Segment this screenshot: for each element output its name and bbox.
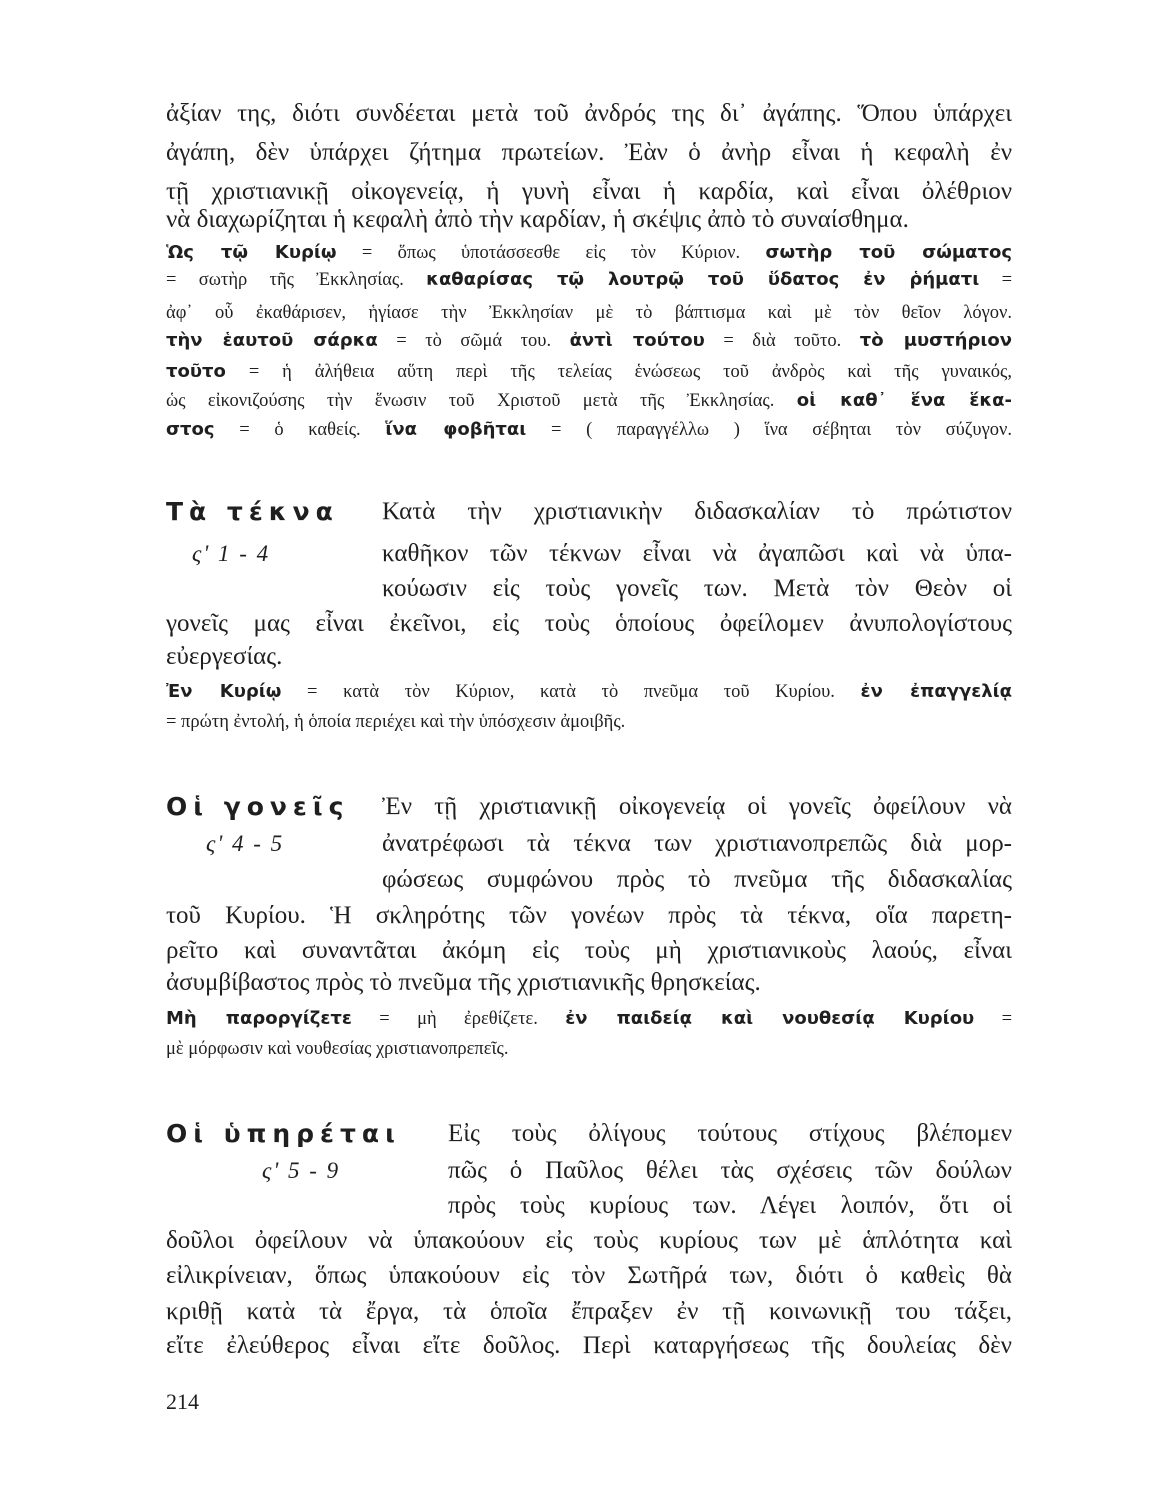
note-term: ἐν παιδείᾳ καὶ νουθεσίᾳ Κυρίου	[565, 1008, 975, 1029]
body-line: εἰλικρίνειαν, ὅπως ὑπακούουν εἰς τὸν Σωτῆρά των, διότι ὁ καθεὶς θὰ	[166, 1262, 1012, 1289]
note-term: ἐν ἐπαγγελίᾳ	[860, 681, 1013, 702]
intro-line: ἀγάπη, δὲν ὑπάρχει ζήτημα πρωτείων. Ἐὰν ὁ ἀνὴρ εἶναι ἡ κεφαλὴ ἐν	[166, 139, 1012, 166]
note-line	[166, 267, 1012, 293]
note-gloss: = σωτὴρ τῆς Ἐκκλησίας.	[166, 270, 404, 290]
body-line: εἴτε ἐλεύθερος εἶναι εἴτε δοῦλος. Περὶ καταργήσεως τῆς δουλείας δὲν	[166, 1332, 1012, 1359]
note-term: ἵνα φοβῆται	[385, 419, 527, 440]
body-line: Κατὰ τὴν χριστιανικὴν διδασκαλίαν τὸ πρώτιστον	[382, 498, 1012, 525]
note-line	[166, 328, 1012, 354]
note-gloss: = ὁ καθείς.	[239, 420, 361, 440]
page-number: 214	[166, 1389, 199, 1414]
section-heading-servants: Οἱ ὑπηρέται	[166, 1119, 401, 1148]
note-line	[166, 679, 1012, 705]
note-line	[166, 359, 1012, 385]
note-line	[166, 709, 1012, 735]
verse-ref-servants: ς' 5 - 9	[262, 1158, 341, 1183]
body-line: ἀσυμβίβαστος πρὸς τὸ πνεῦμα τῆς χριστιανικῆς θρησκείας.	[166, 969, 761, 996]
note-gloss: μὲ μόρφωσιν καὶ νουθεσίας χριστιανοπρεπεῖς.	[166, 1039, 509, 1059]
verse-ref-parents: ς' 4 - 5	[206, 831, 285, 856]
note-line	[166, 300, 1012, 326]
intro-line: νὰ διαχωρίζηται ἡ κεφαλὴ ἀπὸ τὴν καρδίαν, ἡ σκέψις ἀπὸ τὸ συναίσθημα.	[166, 206, 909, 233]
body-line: ρεῖτο καὶ συναντᾶται ἀκόμη εἰς τοὺς μὴ χριστιανικοὺς λαούς, εἶναι	[166, 937, 1012, 964]
note-term: Μὴ παροργίζετε	[166, 1008, 352, 1029]
body-line: φώσεως συμφώνου πρὸς τὸ πνεῦμα τῆς διδασκαλίας	[382, 866, 1012, 893]
note-gloss: =	[1001, 270, 1013, 290]
body-line: Ἐν τῇ χριστιανικῇ οἰκογενείᾳ οἱ γονεῖς ὀφείλουν νὰ	[382, 793, 1012, 820]
body-line: εὐεργεσίας.	[166, 643, 283, 670]
body-line: ἀνατρέφωσι τὰ τέκνα των χριστιανοπρεπῶς διὰ μορ-	[382, 830, 1012, 857]
note-term: καθαρίσας τῷ λουτρῷ τοῦ ὕδατος ἐν ῥήματι	[426, 269, 980, 290]
body-line: Εἰς τοὺς ὀλίγους τούτους στίχους βλέπομεν	[448, 1120, 1012, 1147]
note-line	[166, 1006, 1012, 1032]
note-gloss: = ὅπως ὑποτάσσεσθε εἰς τὸν Κύριον.	[361, 243, 741, 263]
note-line	[166, 1036, 1012, 1062]
note-term: στος	[166, 419, 215, 440]
body-line: πῶς ὁ Παῦλος θέλει τὰς σχέσεις τῶν δούλων	[448, 1157, 1012, 1184]
note-gloss: = ἡ ἀλήθεια αὕτη περὶ τῆς τελείας ἑνώσεως τοῦ ἀνδρὸς καὶ τῆς γυναικός,	[248, 362, 1012, 382]
verse-ref-children: ς' 1 - 4	[192, 541, 271, 566]
note-gloss: = ( παραγγέλλω ) ἵνα σέβηται τὸν σύζυγον.	[550, 420, 1012, 440]
note-line	[166, 240, 1012, 266]
body-line: καθῆκον τῶν τέκνων εἶναι νὰ ἀγαπῶσι καὶ νὰ ὑπα-	[382, 540, 1012, 567]
note-gloss: = διὰ τοῦτο.	[723, 331, 842, 351]
note-term: σωτὴρ τοῦ σώματος	[765, 242, 1012, 263]
note-term: τὸ μυστήριον	[859, 330, 1012, 351]
intro-line: τῇ χριστιανικῇ οἰκογενείᾳ, ἡ γυνὴ εἶναι ἡ καρδία, καὶ εἶναι ὀλέθριον	[166, 178, 1012, 205]
note-term: τὴν ἑαυτοῦ σάρκα	[166, 330, 378, 351]
body-line: πρὸς τοὺς κυρίους των. Λέγει λοιπόν, ὅτι οἱ	[448, 1192, 1012, 1219]
note-gloss: ἀφ᾽ οὗ ἐκαθάρισεν, ἡγίασε τὴν Ἐκκλησίαν μὲ τὸ βάπτισμα καὶ μὲ τὸν θεῖον λόγον.	[166, 303, 1012, 323]
body-line: κούωσιν εἰς τοὺς γονεῖς των. Μετὰ τὸν Θεὸν οἱ	[382, 575, 1012, 602]
note-term: οἱ καθ᾽ ἕνα ἕκα-	[796, 390, 1013, 411]
note-line	[166, 417, 1012, 443]
body-line: κριθῇ κατὰ τὰ ἔργα, τὰ ὁποῖα ἔπραξεν ἐν τῇ κοινωνικῇ του τάξει,	[166, 1298, 1012, 1325]
note-gloss: =	[1001, 1009, 1013, 1029]
note-gloss: = κατὰ τὸν Κύριον, κατὰ τὸ πνεῦμα τοῦ Κυρίου.	[307, 682, 835, 702]
note-term: τοῦτο	[166, 361, 226, 382]
intro-line: ἀξίαν της, διότι συνδέεται μετὰ τοῦ ἀνδρός της δι᾽ ἀγάπης. Ὅπου ὑπάρχει	[166, 100, 1012, 127]
note-line	[166, 388, 1012, 414]
section-heading-children: Τὰ τέκνα	[166, 497, 339, 526]
note-gloss: ὡς εἰκονιζούσης τὴν ἕνωσιν τοῦ Χριστοῦ μετὰ τῆς Ἐκκλησίας.	[166, 391, 775, 411]
body-line: γονεῖς μας εἶναι ἐκεῖνοι, εἰς τοὺς ὁποίους ὀφείλομεν ἀνυπολογίστους	[166, 610, 1012, 637]
note-gloss: = πρώτη ἐντολή, ἡ ὁποία περιέχει καὶ τὴν ὑπόσχεσιν ἀμοιβῆς.	[166, 712, 626, 732]
body-line: δοῦλοι ὀφείλουν νὰ ὑπακούουν εἰς τοὺς κυρίους των μὲ ἁπλότητα καὶ	[166, 1227, 1012, 1254]
note-gloss: = μὴ ἐρεθίζετε.	[379, 1009, 538, 1029]
note-term: ἀντὶ τούτου	[569, 330, 705, 351]
note-gloss: = τὸ σῶμά του.	[396, 331, 552, 351]
note-term: Ὡς τῷ Κυρίῳ	[166, 242, 337, 263]
body-line: τοῦ Κυρίου. Ἡ σκληρότης τῶν γονέων πρὸς τὰ τέκνα, οἵα παρετη-	[166, 902, 1012, 929]
section-heading-parents: Οἱ γονεῖς	[166, 792, 350, 821]
note-term: Ἐν Κυρίῳ	[166, 681, 282, 702]
